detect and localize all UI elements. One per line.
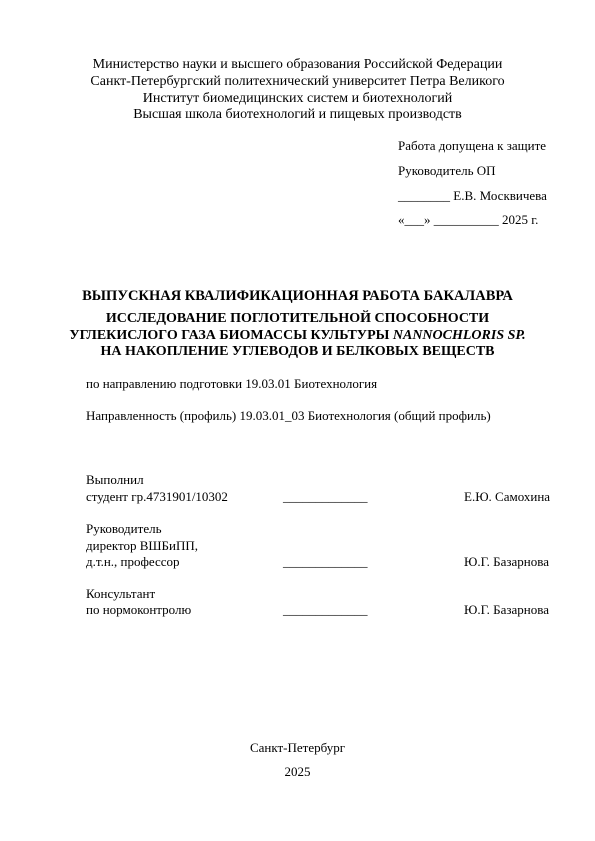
topic-title-line-2-text: УГЛЕКИСЛОГО ГАЗА БИОМАССЫ КУЛЬТУРЫ xyxy=(69,328,393,343)
study-direction: по направлению подготовки 19.03.01 Биотехнология xyxy=(86,376,378,391)
author-signature-blank: _____________ xyxy=(283,489,368,504)
species-name: NANNOCHLORIS SP. xyxy=(392,328,526,343)
approval-signature: ________ Е.В. Москвичева xyxy=(398,188,547,203)
supervisor-label: Руководитель xyxy=(86,521,162,536)
school-line: Высшая школа биотехнологий и пищевых производств xyxy=(133,107,462,122)
footer-year: 2025 xyxy=(284,764,311,779)
supervisor-signature-blank: _____________ xyxy=(283,554,368,569)
supervisor-position: директор ВШБиПП, xyxy=(86,538,198,553)
supervisor-degree: д.т.н., профессор xyxy=(86,554,180,569)
consultant-label: Консультант xyxy=(86,586,156,601)
ministry-line: Министерство науки и высшего образования Российской Федерации xyxy=(92,57,503,72)
consultant-role: по нормоконтролю xyxy=(86,602,192,617)
supervisor-name: Ю.Г. Базарнова xyxy=(464,554,549,569)
topic-title-line-3: НА НАКОПЛЕНИЕ УГЛЕВОДОВ И БЕЛКОВЫХ ВЕЩЕСТВ xyxy=(100,344,495,359)
consultant-signature-blank: _____________ xyxy=(283,602,368,617)
author-label: Выполнил xyxy=(86,472,144,487)
topic-title-line-2 xyxy=(0,328,595,344)
approval-admitted: Работа допущена к защите xyxy=(398,138,547,153)
author-name: Е.Ю. Самохина xyxy=(464,489,551,504)
university-line: Санкт-Петербургский политехнический университет Петра Великого xyxy=(90,74,505,89)
author-group: студент гр.4731901/10302 xyxy=(86,489,228,504)
footer-city: Санкт-Петербург xyxy=(249,740,346,755)
institute-line: Институт биомедицинских систем и биотехнологий xyxy=(142,91,453,106)
work-type-title: ВЫПУСКНАЯ КВАЛИФИКАЦИОННАЯ РАБОТА БАКАЛАВРА xyxy=(82,288,513,304)
approval-date: «___» __________ 2025 г. xyxy=(398,212,539,227)
approval-role: Руководитель ОП xyxy=(398,163,496,178)
consultant-name: Ю.Г. Базарнова xyxy=(464,602,549,617)
study-profile: Направленность (профиль) 19.03.01_03 Биотехнология (общий профиль) xyxy=(86,408,491,423)
topic-title-line-1: ИССЛЕДОВАНИЕ ПОГЛОТИТЕЛЬНОЙ СПОСОБНОСТИ xyxy=(105,311,490,326)
